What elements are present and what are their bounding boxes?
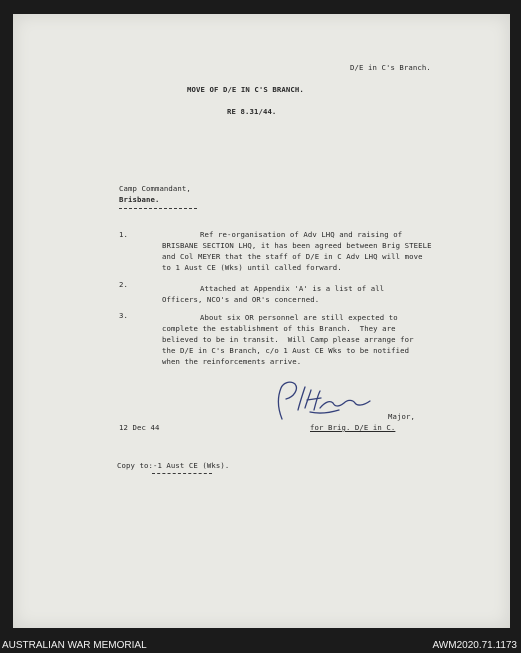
archive-footer [0, 638, 521, 653]
paragraph-3-line: the D/E in C's Branch, c/o 1 Aust CE Wks to be notified [162, 346, 410, 355]
copy-to-line: Copy to:-1 Aust CE (Wks). [117, 461, 230, 470]
document-heading: MOVE OF D/E IN C'S BRANCH. [187, 85, 304, 94]
document-date: 12 Dec 44 [119, 423, 160, 432]
signatory-for-line: for Brig. D/E in C. [310, 423, 396, 432]
paragraph-2-line: Attached at Appendix 'A' is a list of all [200, 284, 385, 293]
paragraph-3-number: 3. [119, 311, 128, 320]
signatory-rank: Major, [388, 412, 415, 421]
paragraph-1-line: to 1 Aust CE (Wks) until called forward. [162, 263, 342, 272]
paragraph-3-line: complete the establishment of this Branch. They are [162, 324, 396, 333]
handwritten-signature [269, 376, 379, 424]
addressee-line-1: Camp Commandant, [119, 184, 191, 193]
paragraph-1-line: BRISBANE SECTION LHQ, it has been agreed between Brig STEELE [162, 241, 432, 250]
paragraph-1-number: 1. [119, 230, 128, 239]
paragraph-2-line: Officers, NCO's and OR's concerned. [162, 295, 320, 304]
paragraph-1-line: and Col MEYER that the staff of D/E in C Adv LHQ will move [162, 252, 423, 261]
archive-reference: AWM2020.71.1173 [432, 640, 517, 651]
archive-name: AUSTRALIAN WAR MEMORIAL [2, 640, 147, 651]
paragraph-3-line: believed to be in transit. Will Camp please arrange for [162, 335, 414, 344]
paragraph-2-number: 2. [119, 280, 128, 289]
document-page [13, 14, 510, 628]
branch-header: D/E in C's Branch. [350, 63, 431, 72]
addressee-underline [119, 208, 197, 209]
reference-number: RE 8.31/44. [227, 107, 277, 116]
paragraph-3-line: when the reinforcements arrive. [162, 357, 302, 366]
paragraph-3-line: About six OR personnel are still expected to [200, 313, 398, 322]
paragraph-1-line: Ref re-organisation of Adv LHQ and raising of [200, 230, 403, 239]
copy-to-underline [152, 473, 212, 474]
addressee-line-2: Brisbane. [119, 195, 160, 204]
